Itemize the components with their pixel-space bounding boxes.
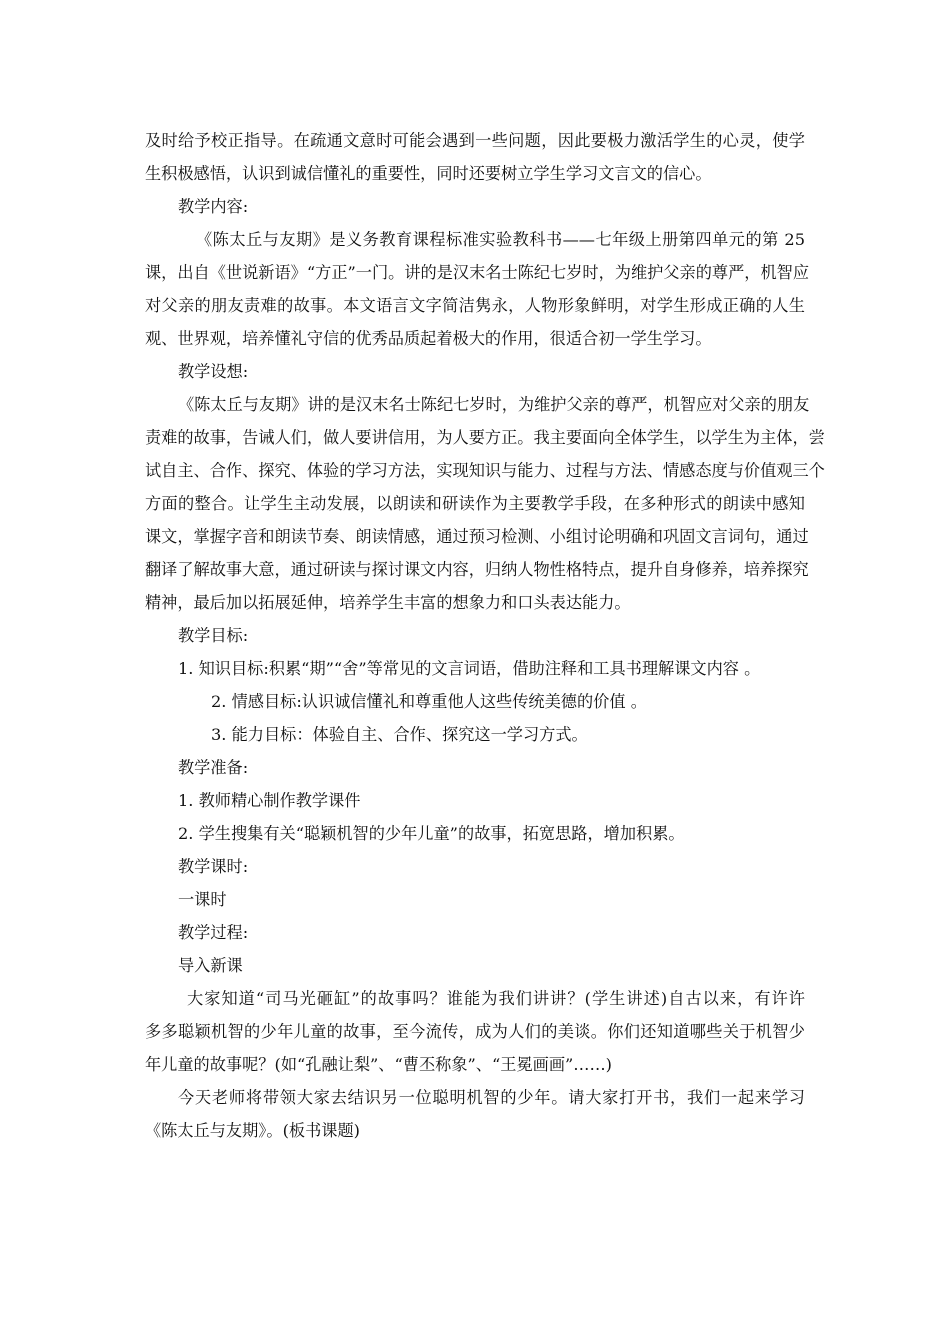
heading-teaching-design: 教学设想:	[178, 362, 249, 381]
content-paragraph-line: 课，出自《世说新语》“方正”一门。讲的是汉末名士陈纪七岁时，为维护父亲的尊严，机智应	[145, 263, 810, 282]
heading-lesson-intro: 导入新课	[178, 956, 243, 975]
heading-teaching-process: 教学过程:	[178, 923, 249, 942]
design-paragraph-line: 课文，掌握字音和朗读节奏、朗读情感，通过预习检测、小组讨论明确和巩固文言词句，通过	[145, 527, 809, 546]
heading-teaching-content: 教学内容:	[178, 197, 249, 216]
goal-item-knowledge: 1. 知识目标:积累“期”“舍”等常见的文言词语，借助注释和工具书理解课文内容 。	[178, 659, 761, 678]
content-paragraph-line: 《陈太丘与友期》是义务教育课程标准实验教科书——七年级上册第四单元的第 25	[196, 230, 805, 249]
paragraph-intro-line: 及时给予校正指导。在疏通文意时可能会遇到一些问题，因此要极力激活学生的心灵，使学	[145, 131, 805, 150]
teaching-hours-value: 一课时	[178, 890, 227, 909]
design-paragraph-line: 翻译了解故事大意，通过研读与探讨课文内容，归纳人物性格特点，提升自身修养，培养探究	[145, 560, 809, 579]
paragraph-intro-line: 生积极感悟，认识到诚信懂礼的重要性，同时还要树立学生学习文言文的信心。	[145, 164, 712, 183]
intro-paragraph-line: 多多聪颖机智的少年儿童的故事，至今流传，成为人们的美谈。你们还知道哪些关于机智少	[145, 1022, 805, 1041]
prep-item-courseware: 1. 教师精心制作教学课件	[178, 791, 361, 810]
intro-paragraph-line: 年儿童的故事呢？(如“孔融让梨”、“曹丕称象”、“王冕画画”……)	[145, 1055, 612, 1074]
prep-item-stories: 2. 学生搜集有关“聪颖机智的少年儿童”的故事，拓宽思路，增加积累。	[178, 824, 685, 843]
content-paragraph-line: 观、世界观，培养懂礼守信的优秀品质起着极大的作用，很适合初一学生学习。	[145, 329, 712, 348]
today-paragraph-line: 《陈太丘与友期》。(板书课题)	[145, 1121, 360, 1140]
intro-paragraph-line: 大家知道“司马光砸缸”的故事吗？谁能为我们讲讲？(学生讲述)自古以来，有许许	[187, 989, 805, 1008]
heading-teaching-prep: 教学准备:	[178, 758, 249, 777]
goal-item-emotion: 2. 情感目标:认识诚信懂礼和尊重他人这些传统美德的价值 。	[211, 692, 647, 711]
design-paragraph-line: 方面的整合。让学生主动发展，以朗读和研读作为主要教学手段，在多种形式的朗读中感知	[145, 494, 805, 513]
design-paragraph-line: 《陈太丘与友期》讲的是汉末名士陈纪七岁时，为维护父亲的尊严，机智应对父亲的朋友	[178, 395, 810, 414]
heading-teaching-goals: 教学目标:	[178, 626, 249, 645]
today-paragraph-line: 今天老师将带领大家去结识另一位聪明机智的少年。请大家打开书，我们一起来学习	[178, 1088, 805, 1107]
design-paragraph-line: 责难的故事，告诫人们，做人要讲信用，为人要方正。我主要面向全体学生，以学生为主体，尝	[145, 428, 825, 447]
heading-teaching-hours: 教学课时:	[178, 857, 249, 876]
content-paragraph-line: 对父亲的朋友责难的故事。本文语言文字简洁隽永，人物形象鲜明，对学生形成正确的人生	[145, 296, 805, 315]
design-paragraph-line: 精神，最后加以拓展延伸，培养学生丰富的想象力和口头表达能力。	[145, 593, 631, 612]
design-paragraph-line: 试自主、合作、探究、体验的学习方法，实现知识与能力、过程与方法、情感态度与价值观三个	[145, 461, 825, 480]
goal-item-ability: 3. 能力目标：体验自主、合作、探究这一学习方式。	[211, 725, 588, 744]
